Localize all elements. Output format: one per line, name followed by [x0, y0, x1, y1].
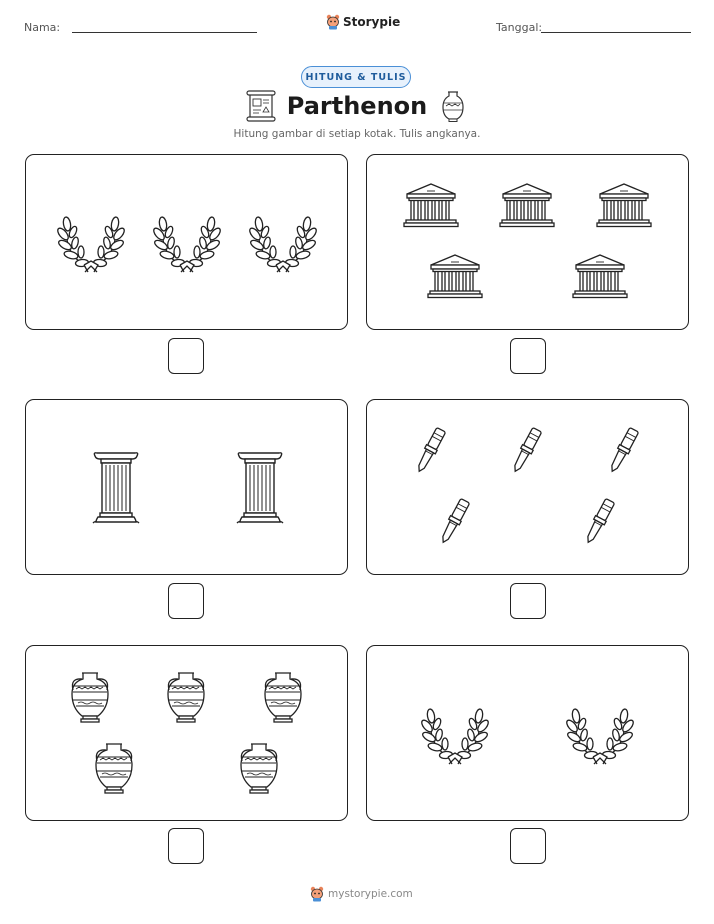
answer-box-1[interactable] — [168, 338, 204, 374]
chisel-icon — [506, 425, 546, 477]
name-field[interactable] — [72, 32, 257, 33]
name-label: Nama: — [24, 21, 61, 34]
temple-icon — [403, 181, 459, 231]
answer-box-3[interactable] — [168, 583, 204, 619]
brand-name: Storypie — [343, 15, 401, 29]
laurel-wreath-icon — [248, 210, 318, 274]
answer-box-4[interactable] — [510, 583, 546, 619]
laurel-wreath-icon — [420, 702, 490, 766]
activity-badge: HITUNG & TULIS — [301, 66, 411, 88]
vase-icon — [440, 90, 466, 122]
count-card-6 — [366, 645, 689, 821]
chisel-icon — [434, 496, 474, 548]
date-field[interactable] — [541, 32, 691, 33]
instructions: Hitung gambar di setiap kotak. Tulis angkanya. — [233, 128, 481, 140]
chisel-icon — [410, 425, 450, 477]
laurel-wreath-icon — [56, 210, 126, 274]
page-title: Parthenon — [286, 92, 428, 120]
laurel-wreath-icon — [565, 702, 635, 766]
mascot-icon — [310, 886, 324, 902]
chisel-icon — [603, 425, 643, 477]
temple-icon — [427, 252, 483, 302]
column-icon — [236, 450, 284, 526]
answer-box-6[interactable] — [510, 828, 546, 864]
count-card-3 — [25, 399, 348, 575]
amphora-icon — [164, 670, 208, 724]
chisel-icon — [579, 496, 619, 548]
laurel-wreath-icon — [152, 210, 222, 274]
count-card-1 — [25, 154, 348, 330]
date-label: Tanggal: — [496, 21, 543, 34]
amphora-icon — [68, 670, 112, 724]
count-card-2 — [366, 154, 689, 330]
amphora-icon — [261, 670, 305, 724]
amphora-icon — [237, 741, 281, 795]
mascot-icon — [326, 14, 340, 30]
count-card-5 — [25, 645, 348, 821]
amphora-icon — [92, 741, 136, 795]
temple-icon — [572, 252, 628, 302]
column-icon — [92, 450, 140, 526]
answer-box-5[interactable] — [168, 828, 204, 864]
answer-box-2[interactable] — [510, 338, 546, 374]
temple-icon — [499, 181, 555, 231]
temple-icon — [596, 181, 652, 231]
footer-url[interactable]: mystorypie.com — [328, 888, 413, 900]
count-card-4 — [366, 399, 689, 575]
brand-logo — [326, 14, 400, 30]
footer — [310, 886, 413, 902]
